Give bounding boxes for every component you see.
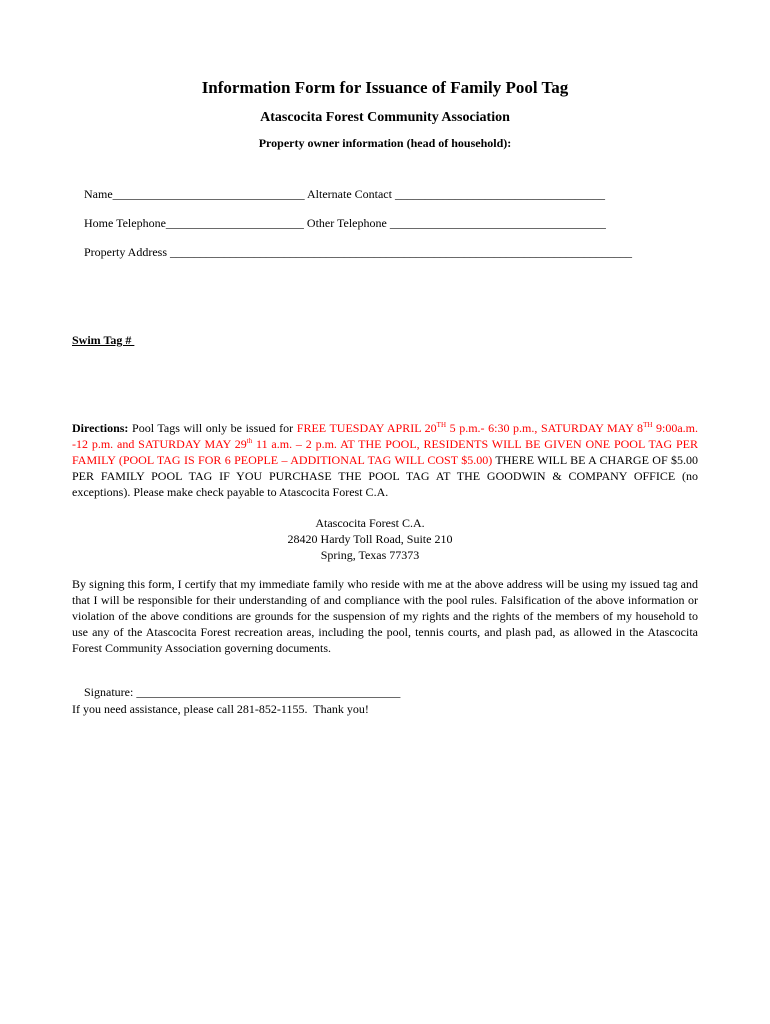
address-line-3: Spring, Texas 77373 <box>320 548 420 562</box>
mailing-address <box>0 515 740 563</box>
association-name: Atascocita Forest Community Association <box>260 110 510 125</box>
swim-tag-label: Swim Tag # <box>72 333 135 347</box>
certification-paragraph: By signing this form, I certify that my immediate family who reside with me at the above address will be using my issued tag and that I will be responsible for their understanding of and compliance with the pool rules. Falsification of the above information or violation of the above conditions are grounds for the suspension of my rights and the rights of the members of my household to use any of the Atascocita Forest recreation areas, including the pool, tennis courts, and plash pad, as allowed in the Atascocita Forest Community Association governing documents. <box>72 577 698 655</box>
name-field[interactable]: Name________________________________ <box>84 187 305 201</box>
alternate-contact-field[interactable]: Alternate Contact ___________________________________ <box>307 187 605 201</box>
home-telephone-field[interactable]: Home Telephone_______________________ <box>84 216 304 230</box>
directions-paragraph <box>72 420 698 500</box>
property-address-field[interactable]: Property Address _____________________________________________________________________________ <box>84 245 632 259</box>
directions-sup-1: TH <box>436 421 447 429</box>
other-telephone-field[interactable]: Other Telephone ____________________________________ <box>306 216 606 230</box>
directions-date-2: 5 p.m.- 6:30 p.m., SATURDAY MAY 8 <box>446 421 644 435</box>
assistance-text: If you need assistance, please call 281-852-1155. Thank you! <box>72 702 369 716</box>
address-line-2: 28420 Hardy Toll Road, Suite 210 <box>287 532 453 546</box>
directions-label: Directions: <box>72 421 129 435</box>
property-address-row <box>72 230 632 275</box>
directions-intro: Pool Tags will only be issued for <box>128 421 297 435</box>
form-title: Information Form for Issuance of Family Pool Tag <box>201 78 569 97</box>
directions-sup-2: TH <box>643 421 653 429</box>
signature-field[interactable]: Signature: ____________________________________________ <box>84 685 401 699</box>
directions-pool-info: 11 a.m. – 2 p.m. AT THE POOL, RESIDENTS WILL BE GIVEN ONE POOL TAG PER FAMILY (POOL TAG IS FOR 6 PEOPLE – ADDITIONAL TAG WILL COST $5.00) <box>72 437 698 467</box>
directions-sup-3: th <box>246 437 253 445</box>
directions-charge-info: THERE WILL BE A CHARGE OF $5.00 PER FAMILY POOL TAG IF YOU PURCHASE THE POOL TAG AT THE GOODWIN & COMPANY OFFICE (no exceptions). Please make check payable to Atascocita Forest C.A. <box>72 453 698 499</box>
directions-date-1: FREE TUESDAY APRIL 20 <box>296 421 437 435</box>
address-line-1: Atascocita Forest C.A. <box>315 516 425 530</box>
owner-info-heading: Property owner information (head of household): <box>258 136 512 150</box>
directions-date-3: 9:00a.m. -12 p.m. and SATURDAY MAY 29 <box>72 421 698 451</box>
